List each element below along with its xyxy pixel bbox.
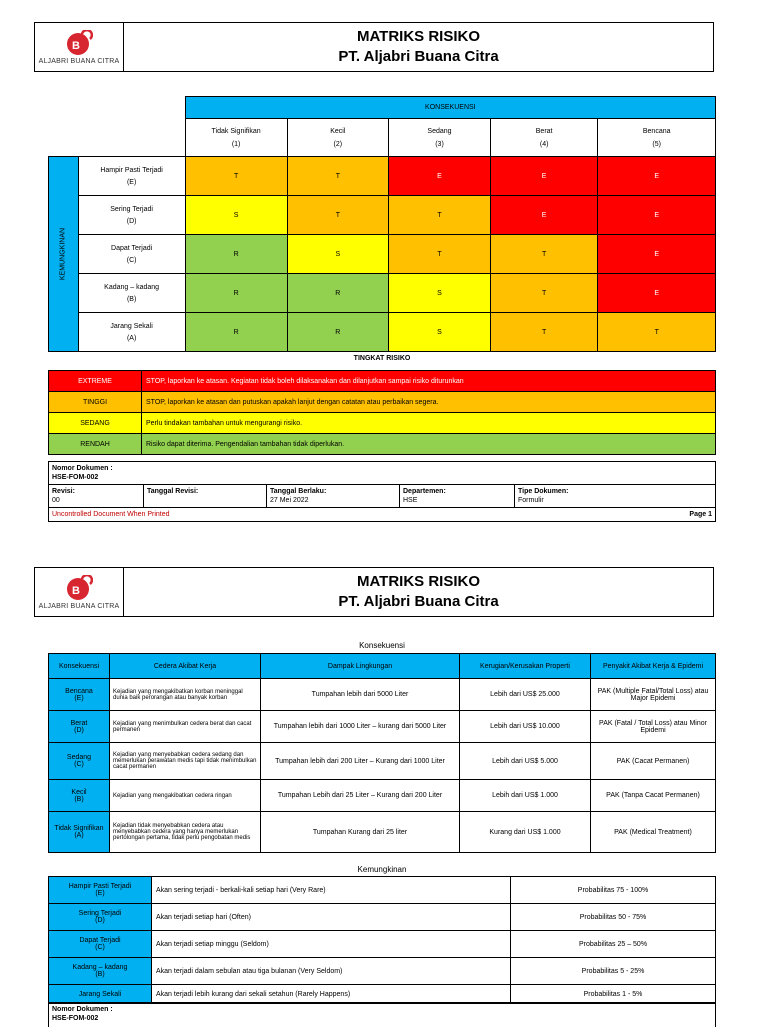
kons-col-header: Cedera Akibat Kerja (110, 654, 261, 679)
keml-row-header: Sering Terjadi (D) (49, 904, 152, 931)
document-info (48, 461, 716, 522)
matrix-cell: R (185, 274, 287, 313)
kons-col-header: Konsekuensi (49, 654, 110, 679)
logo-text: ALJABRI BUANA CITRA (38, 57, 120, 65)
matrix-cell: E (598, 157, 716, 196)
kons-lingkungan: Tumpahan lebih dari 200 Liter – Kurang dari 1000 Liter (261, 743, 460, 780)
matrix-cell: T (598, 313, 716, 352)
keml-row-header: Kadang – kadang (B) (49, 958, 152, 985)
page-title: MATRIKS RISIKO (356, 573, 481, 590)
kons-penyakit: PAK (Fatal / Total Loss) atau Minor Epidemi (591, 711, 716, 743)
nomor-dokumen-label: Nomor Dokumen : (52, 465, 113, 472)
revisi-label: Revisi: (52, 488, 75, 495)
tipe-dokumen-value: Formulir (518, 497, 544, 504)
kons-properti: Lebih dari US$ 10.000 (460, 711, 591, 743)
kons-row-header: Tidak Signifikan (A) (49, 812, 110, 853)
konsekuensi-title: Konsekuensi (359, 641, 405, 650)
konsekuensi-header: KONSEKUENSI (185, 97, 715, 119)
svg-text:B: B (72, 39, 80, 52)
kemungkinan-title: Kemungkinan (357, 865, 407, 874)
kons-row-header: Kecil (B) (49, 780, 110, 812)
matrix-cell: E (598, 274, 716, 313)
keml-desc: Akan sering terjadi - berkali-kali setiap hari (Very Rare) (152, 877, 511, 904)
kemungkinan-side-label: KEMUNGKINAN (49, 157, 79, 352)
kons-row-header: Bencana (E) (49, 679, 110, 711)
matrix-cell: T (389, 196, 491, 235)
logo-cell (35, 23, 124, 72)
tanggal-berlaku-label: Tanggal Berlaku: (270, 488, 327, 495)
page1-header (34, 22, 714, 72)
level-name: EXTREME (49, 371, 142, 392)
matrix-cell: E (490, 157, 598, 196)
matrix-col-header: Kecil (2) (287, 119, 389, 157)
level-desc: Risiko dapat diterima. Pengendalian tambahan tidak diperlukan. (142, 434, 716, 455)
matrix-cell: T (490, 235, 598, 274)
keml-desc: Akan terjadi setiap hari (Often) (152, 904, 511, 931)
kons-lingkungan: Tumpahan Lebih dari 25 Liter – Kurang dari 200 Liter (261, 780, 460, 812)
logo-text: ALJABRI BUANA CITRA (38, 602, 120, 610)
matrix-cell: S (287, 235, 389, 274)
matrix-row-header: Kadang – kadang (B) (78, 274, 185, 313)
nomor-dokumen-value: HSE-FOM-002 (52, 1015, 99, 1022)
keml-desc: Akan terjadi dalam sebulan atau tiga bulanan (Very Seldom) (152, 958, 511, 985)
page-title: MATRIKS RISIKO (356, 28, 481, 45)
nomor-dokumen-value: HSE-FOM-002 (52, 474, 99, 481)
keml-row-header: Jarang Sekali (49, 985, 152, 1004)
matrix-cell: T (490, 274, 598, 313)
matrix-cell: T (287, 157, 389, 196)
keml-prob: Probabilitas 1 - 5% (511, 985, 716, 1004)
svg-text:B: B (72, 584, 80, 597)
matrix-cell: S (389, 274, 491, 313)
level-name: RENDAH (49, 434, 142, 455)
keml-desc: Akan terjadi lebih kurang dari sekali setahun (Rarely Happens) (152, 985, 511, 1004)
tipe-dokumen-label: Tipe Dokumen: (518, 488, 569, 495)
matrix-col-header: Sedang (3) (389, 119, 491, 157)
uncontrolled-note: Uncontrolled Document When Printed (52, 511, 170, 518)
level-name: TINGGI (49, 392, 142, 413)
tanggal-revisi-label: Tanggal Revisi: (147, 488, 199, 495)
matrix-cell: R (287, 313, 389, 352)
kons-properti: Lebih dari US$ 5.000 (460, 743, 591, 780)
document-info-2 (48, 1002, 716, 1027)
matrix-col-header: Berat (4) (490, 119, 598, 157)
matrix-col-header: Tidak Signifikan (1) (185, 119, 287, 157)
matrix-cell: T (185, 157, 287, 196)
company-name: PT. Aljabri Buana Citra (338, 593, 499, 610)
title-cell (124, 568, 714, 617)
revisi-value: 00 (52, 497, 60, 504)
logo-cell (35, 568, 124, 617)
departemen-value: HSE (403, 497, 418, 504)
kons-col-header: Penyakit Akibat Kerja & Epidemi (591, 654, 716, 679)
keml-prob: Probabilitas 75 - 100% (511, 877, 716, 904)
matrix-cell: E (490, 196, 598, 235)
matrix-cell: S (185, 196, 287, 235)
matrix-row-header: Hampir Pasti Terjadi (E) (78, 157, 185, 196)
level-name: SEDANG (49, 413, 142, 434)
nomor-dokumen-label: Nomor Dokumen : (52, 1006, 113, 1013)
kons-cedera: Kejadian yang menimbulkan cedera berat dan cacat permanen (110, 711, 261, 743)
keml-prob: Probabilitas 5 - 25% (511, 958, 716, 985)
kons-lingkungan: Tumpahan Kurang dari 25 liter (261, 812, 460, 853)
matrix-row-header: Dapat Terjadi (C) (78, 235, 185, 274)
matrix-row-header: Jarang Sekali (A) (78, 313, 185, 352)
matrix-cell: T (490, 313, 598, 352)
matrix-cell: T (287, 196, 389, 235)
keml-row-header: Hampir Pasti Terjadi (E) (49, 877, 152, 904)
kons-properti: Lebih dari US$ 1.000 (460, 780, 591, 812)
keml-prob: Probabilitas 25 – 50% (511, 931, 716, 958)
level-desc: Perlu tindakan tambahan untuk mengurangi risiko. (142, 413, 716, 434)
matrix-cell: E (598, 235, 716, 274)
keml-prob: Probabilitas 50 - 75% (511, 904, 716, 931)
matrix-cell: E (389, 157, 491, 196)
risk-matrix (48, 96, 716, 348)
kons-penyakit: PAK (Tanpa Cacat Permanen) (591, 780, 716, 812)
page2-header (34, 567, 714, 617)
kons-properti: Lebih dari US$ 25.000 (460, 679, 591, 711)
matrix-cell: T (389, 235, 491, 274)
kons-cedera: Kejadian yang mengakibatkan cedera ringan (110, 780, 261, 812)
departemen-label: Departemen: (403, 488, 446, 495)
kons-cedera: Kejadian yang mengakibatkan korban meninggal dunia baik perorangan atau banyak korban (110, 679, 261, 711)
konsekuensi-table (48, 653, 716, 853)
kons-penyakit: PAK (Cacat Permanen) (591, 743, 716, 780)
risk-level-table (48, 370, 716, 455)
kons-penyakit: PAK (Multiple Fatal/Total Loss) atau Major Epidemi (591, 679, 716, 711)
level-desc: STOP, laporkan ke atasan dan putuskan apakah lanjut dengan catatan atau perbaikan segera. (142, 392, 716, 413)
kons-row-header: Berat (D) (49, 711, 110, 743)
kons-lingkungan: Tumpahan lebih dari 1000 Liter – kurang dari 5000 Liter (261, 711, 460, 743)
matrix-cell: R (185, 235, 287, 274)
tanggal-berlaku-value: 27 Mei 2022 (270, 497, 309, 504)
keml-desc: Akan terjadi setiap minggu (Seldom) (152, 931, 511, 958)
company-logo-icon (65, 575, 93, 601)
kons-penyakit: PAK (Medical Treatment) (591, 812, 716, 853)
company-name: PT. Aljabri Buana Citra (338, 48, 499, 65)
kons-cedera: Kejadian tidak menyebabkan cedera atau menyebabkan cedera yang hanya memerlukan pertolongan pertama, tidak perlu pengobatan medis (110, 812, 261, 853)
tingkat-risiko-title: TINGKAT RISIKO (353, 355, 411, 362)
kemungkinan-table (48, 876, 716, 1004)
kons-lingkungan: Tumpahan lebih dari 5000 Liter (261, 679, 460, 711)
page-number: Page 1 (689, 511, 712, 518)
matrix-cell: R (287, 274, 389, 313)
matrix-col-header: Bencana (5) (598, 119, 716, 157)
matrix-cell: R (185, 313, 287, 352)
title-cell (124, 23, 714, 72)
matrix-row-header: Sering Terjadi (D) (78, 196, 185, 235)
level-desc: STOP, laporkan ke atasan. Kegiatan tidak boleh dilaksanakan dan dilanjutkan sampai risiko diturunkan (142, 371, 716, 392)
kons-row-header: Sedang (C) (49, 743, 110, 780)
company-logo-icon (65, 30, 93, 56)
matrix-cell: S (389, 313, 491, 352)
kons-col-header: Kerugian/Kerusakan Properti (460, 654, 591, 679)
kons-cedera: Kejadian yang menyebabkan cedera sedang dan memerlukan perawatan medis tapi tidak menimbulkan cacat permanen (110, 743, 261, 780)
kons-properti: Kurang dari US$ 1.000 (460, 812, 591, 853)
matrix-cell: E (598, 196, 716, 235)
keml-row-header: Dapat Terjadi (C) (49, 931, 152, 958)
kons-col-header: Dampak Lingkungan (261, 654, 460, 679)
